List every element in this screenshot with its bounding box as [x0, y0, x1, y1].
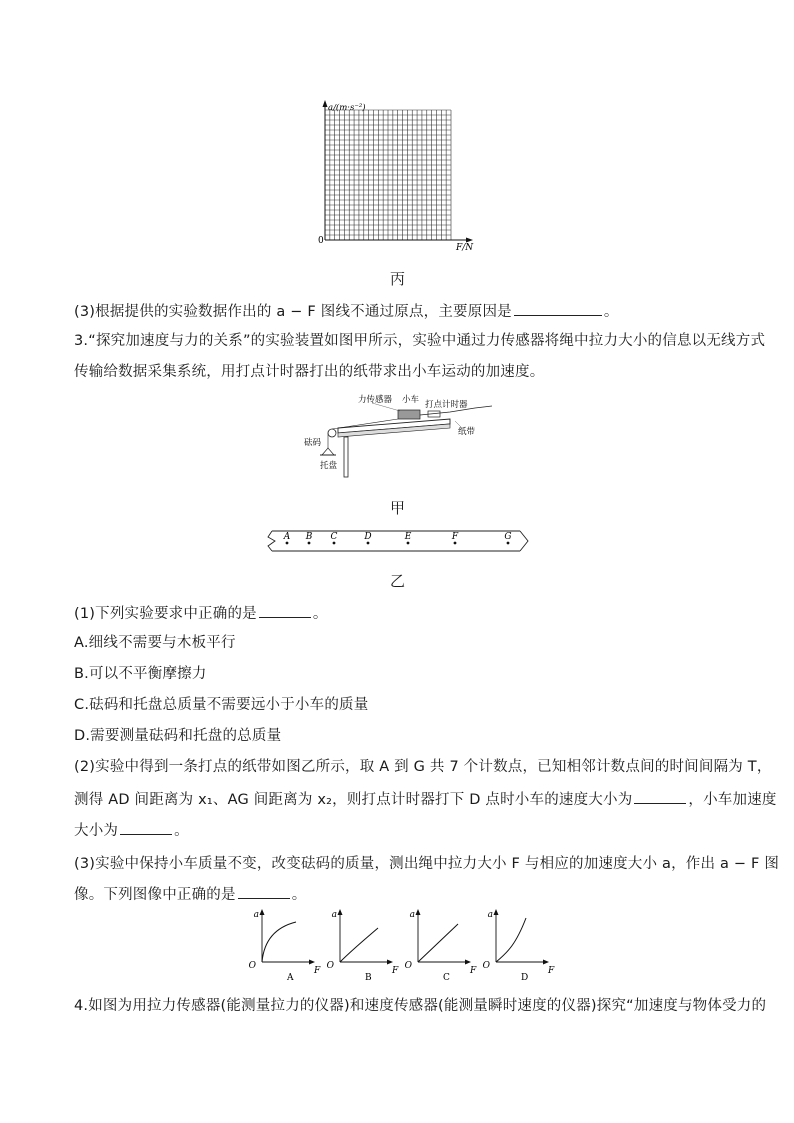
- tape-point-dot-g: [507, 542, 510, 545]
- svg-text:O: O: [248, 961, 256, 971]
- svg-text:B: B: [365, 973, 372, 983]
- tape-point-dot-c: [333, 542, 336, 545]
- q3-part3-line1: (3)实验中保持小车质量不变，改变砝码的质量，测出绳中拉力大小 F 与相应的加速度大小 a，作出 a − F 图: [74, 856, 780, 872]
- caption-jia: 甲: [390, 499, 406, 517]
- svg-text:C: C: [443, 973, 450, 983]
- answer-blank-q3-1[interactable]: [259, 602, 311, 618]
- label-tray: 托盘: [320, 461, 338, 471]
- tape-point-dot-b: [308, 542, 311, 545]
- label-tape: 纸带: [458, 427, 476, 437]
- answer-blank-q3-2b[interactable]: [120, 819, 172, 835]
- answer-blank-q2-3[interactable]: [514, 300, 602, 316]
- svg-text:F: F: [392, 966, 399, 976]
- q3-part2-line2: 测得 AD 间距离为 x₁、AG 间距离为 x₂，则打点计时器打下 D 点时小车的速度大小为 ，小车加速度: [74, 788, 777, 810]
- svg-text:F: F: [548, 966, 555, 976]
- q3-option-c: C.砝码和托盘总质量不需要远小于小车的质量: [74, 697, 369, 713]
- label-cart: 小车: [402, 395, 420, 405]
- svg-text:F: F: [470, 966, 477, 976]
- caption-bing: 丙: [390, 270, 406, 288]
- svg-text:O: O: [482, 961, 490, 971]
- tape-point-label-a: A: [283, 532, 291, 542]
- tape-point-label-b: B: [305, 532, 313, 542]
- svg-text:D: D: [521, 973, 529, 983]
- graph-options: [240, 906, 560, 986]
- tape-point-label-g: G: [504, 532, 512, 542]
- svg-text:a: a: [253, 910, 259, 920]
- q3-part2-line3: 大小为 。: [74, 819, 189, 841]
- apparatus-figure-jia: [300, 388, 500, 480]
- q3-option-b: B.可以不平衡摩擦力: [74, 666, 207, 682]
- graph-a[interactable]: [249, 909, 321, 983]
- tape-point-dot-f: [454, 542, 457, 545]
- tape-point-label-d: D: [364, 532, 372, 542]
- q2-part3-text: (3)根据提供的实验数据作出的 a − F 图线不通过原点，主要原因是: [74, 304, 512, 320]
- grid-origin: 0: [318, 236, 324, 246]
- tape-point-dot-a: [286, 542, 289, 545]
- q4-line1: 4.如图为用拉力传感器(能测量拉力的仪器)和速度传感器(能测量瞬时速度的仪器)探究“加速度与物体受力的: [74, 998, 767, 1014]
- caption-yi: 乙: [390, 572, 406, 590]
- tape-point-label-c: C: [330, 532, 338, 542]
- tape-point-dot-d: [367, 542, 370, 545]
- grid-figure-bing: [310, 98, 490, 258]
- label-timer: 打点计时器: [425, 400, 468, 410]
- tape-point-label-f: F: [451, 532, 459, 542]
- grid-y-label: a/(m·s⁻²): [328, 103, 366, 113]
- graph-d[interactable]: [483, 909, 555, 983]
- q3-part2-line1: (2)实验中得到一条打点的纸带如图乙所示，取 A 到 G 共 7 个计数点，已知相邻计数点间的时间间隔为 T，: [74, 759, 772, 775]
- q3-intro-line1: 3.“探究加速度与力的关系”的实验装置如图甲所示，实验中通过力传感器将绳中拉力大小的信息以无线方式: [74, 333, 766, 349]
- label-sensor: 力传感器: [358, 395, 393, 405]
- tape-point-dot-e: [407, 542, 410, 545]
- q3-part3-line2: 像。下列图像中正确的是 。: [74, 883, 306, 905]
- label-weight: 砝码: [304, 438, 322, 448]
- tape-point-label-e: E: [404, 532, 412, 542]
- q3-intro-line2: 传输给数据采集系统，用打点计时器打出的纸带求出小车运动的加速度。: [74, 364, 545, 380]
- q3-option-d: D.需要测量砝码和托盘的总质量: [74, 728, 282, 744]
- answer-blank-q3-3[interactable]: [238, 883, 290, 899]
- svg-text:a: a: [331, 910, 337, 920]
- graph-c[interactable]: [405, 909, 477, 983]
- svg-text:O: O: [326, 961, 334, 971]
- graph-b[interactable]: [327, 909, 399, 983]
- paper-tape-figure-yi: [266, 526, 532, 556]
- svg-text:O: O: [404, 961, 412, 971]
- q2-part3: (3)根据提供的实验数据作出的 a − F 图线不通过原点，主要原因是 。: [74, 300, 619, 322]
- svg-text:a: a: [409, 910, 415, 920]
- answer-blank-q3-2a[interactable]: [634, 788, 686, 804]
- svg-text:a: a: [487, 910, 493, 920]
- svg-text:A: A: [287, 973, 294, 983]
- grid-x-label: F/N: [456, 243, 474, 253]
- svg-text:F: F: [314, 966, 321, 976]
- q3-option-a: A.细线不需要与木板平行: [74, 635, 236, 651]
- q3-part1-stem: (1)下列实验要求中正确的是 。: [74, 602, 328, 624]
